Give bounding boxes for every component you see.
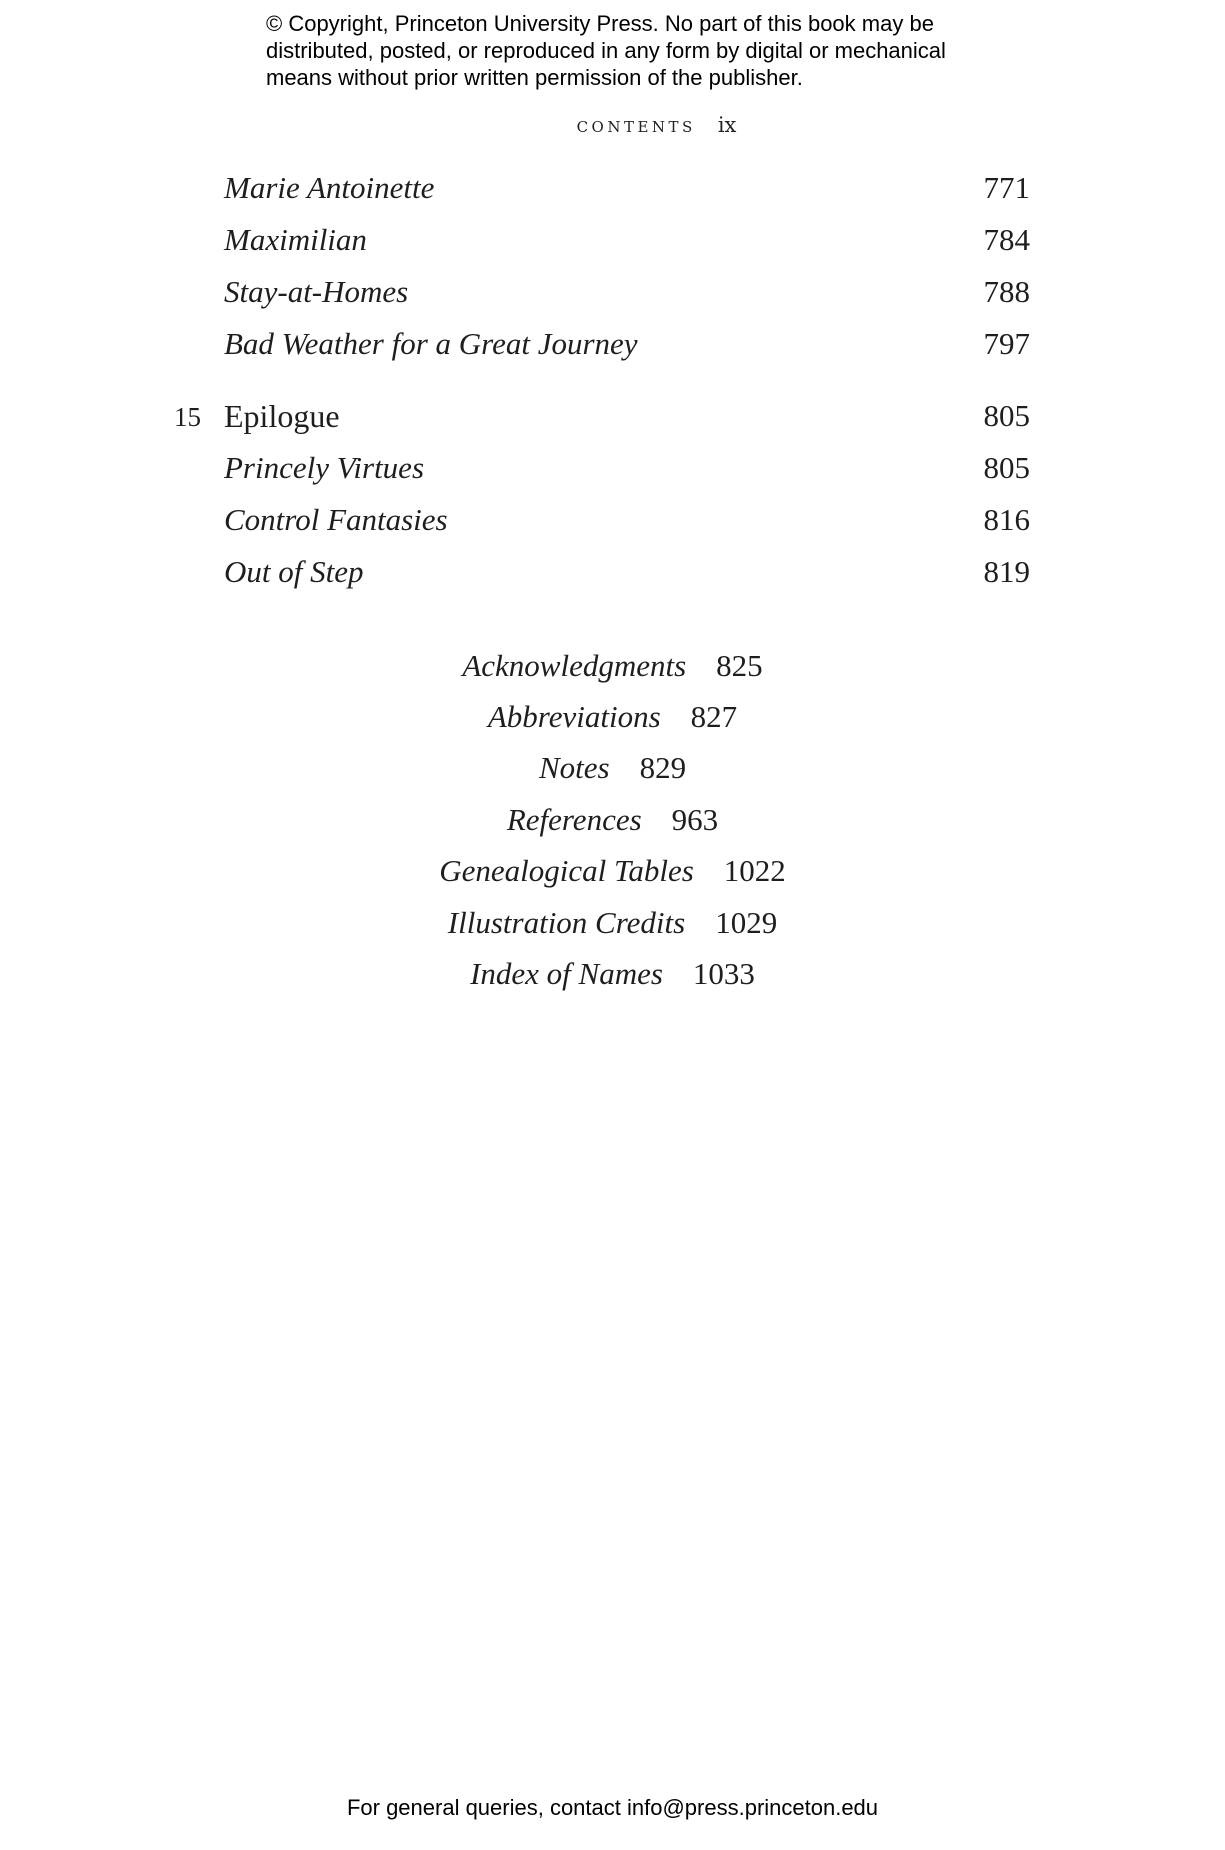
chapter-number: 15 <box>174 402 201 432</box>
toc-entry-page: 805 <box>983 450 1030 485</box>
back-matter-title: Notes <box>538 750 610 785</box>
back-matter-page: 827 <box>690 699 738 734</box>
running-head <box>0 113 1225 137</box>
running-head-label: CONTENTS <box>576 118 696 136</box>
toc-entry-page: 784 <box>983 222 1030 257</box>
back-matter-title: Abbreviations <box>487 699 661 734</box>
back-matter-title: References <box>506 802 642 837</box>
back-matter-page: 825 <box>716 648 763 683</box>
back-matter-title: Genealogical Tables <box>439 853 694 888</box>
back-matter-page: 1022 <box>723 853 786 888</box>
toc-entry <box>224 274 1030 310</box>
toc-entry-title: Princely Virtues <box>224 450 425 485</box>
copyright-line: distributed, posted, or reproduced in any form by digital or mechanical <box>266 38 946 63</box>
back-matter-entry <box>0 699 1225 735</box>
back-matter-entry <box>0 648 1225 684</box>
toc-entry-page: 788 <box>983 274 1030 309</box>
toc-entry-page: 819 <box>983 554 1030 589</box>
toc-entry <box>224 222 1030 258</box>
toc-entry-title: Control Fantasies <box>224 502 448 537</box>
toc-entry-page: 816 <box>983 502 1030 537</box>
toc-entry-page: 797 <box>983 326 1030 361</box>
toc-entry <box>224 326 1030 362</box>
back-matter-page: 829 <box>639 750 687 785</box>
toc-entry <box>224 450 1030 486</box>
toc-entry <box>224 170 1030 206</box>
toc-entry <box>224 554 1030 590</box>
back-matter-entry <box>0 956 1225 992</box>
toc-entry-page: 771 <box>983 170 1030 205</box>
copyright-notice <box>266 10 1026 91</box>
toc-entry-title: Bad Weather for a Great Journey <box>224 326 638 361</box>
toc-entry-title: Marie Antoinette <box>224 170 435 205</box>
back-matter-page: 1029 <box>715 905 778 940</box>
back-matter-title: Acknowledgments <box>462 648 687 683</box>
back-matter-page: 1033 <box>692 956 755 991</box>
toc-entry-title: Maximilian <box>224 222 367 257</box>
toc-chapter-title: Epilogue <box>224 398 340 434</box>
back-matter-entry <box>0 853 1225 889</box>
back-matter-title: Illustration Credits <box>447 905 686 940</box>
toc-chapter-page: 805 <box>983 398 1030 433</box>
back-matter-page: 963 <box>671 802 719 837</box>
back-matter-title: Index of Names <box>470 956 663 991</box>
toc-entry <box>224 502 1030 538</box>
back-matter-entry <box>0 802 1225 838</box>
copyright-line: © Copyright, Princeton University Press. No part of this book may be <box>266 11 934 36</box>
back-matter-entry <box>0 905 1225 941</box>
running-head-page-number: ix <box>717 113 737 137</box>
copyright-line: means without prior written permission of the publisher. <box>266 65 803 90</box>
toc-chapter-entry <box>224 398 1030 435</box>
back-matter-entry <box>0 750 1225 786</box>
toc-entry-title: Out of Step <box>224 554 364 589</box>
toc-entry-title: Stay-at-Homes <box>224 274 409 309</box>
footer-contact: For general queries, contact info@press.princeton.edu <box>346 1795 879 1820</box>
